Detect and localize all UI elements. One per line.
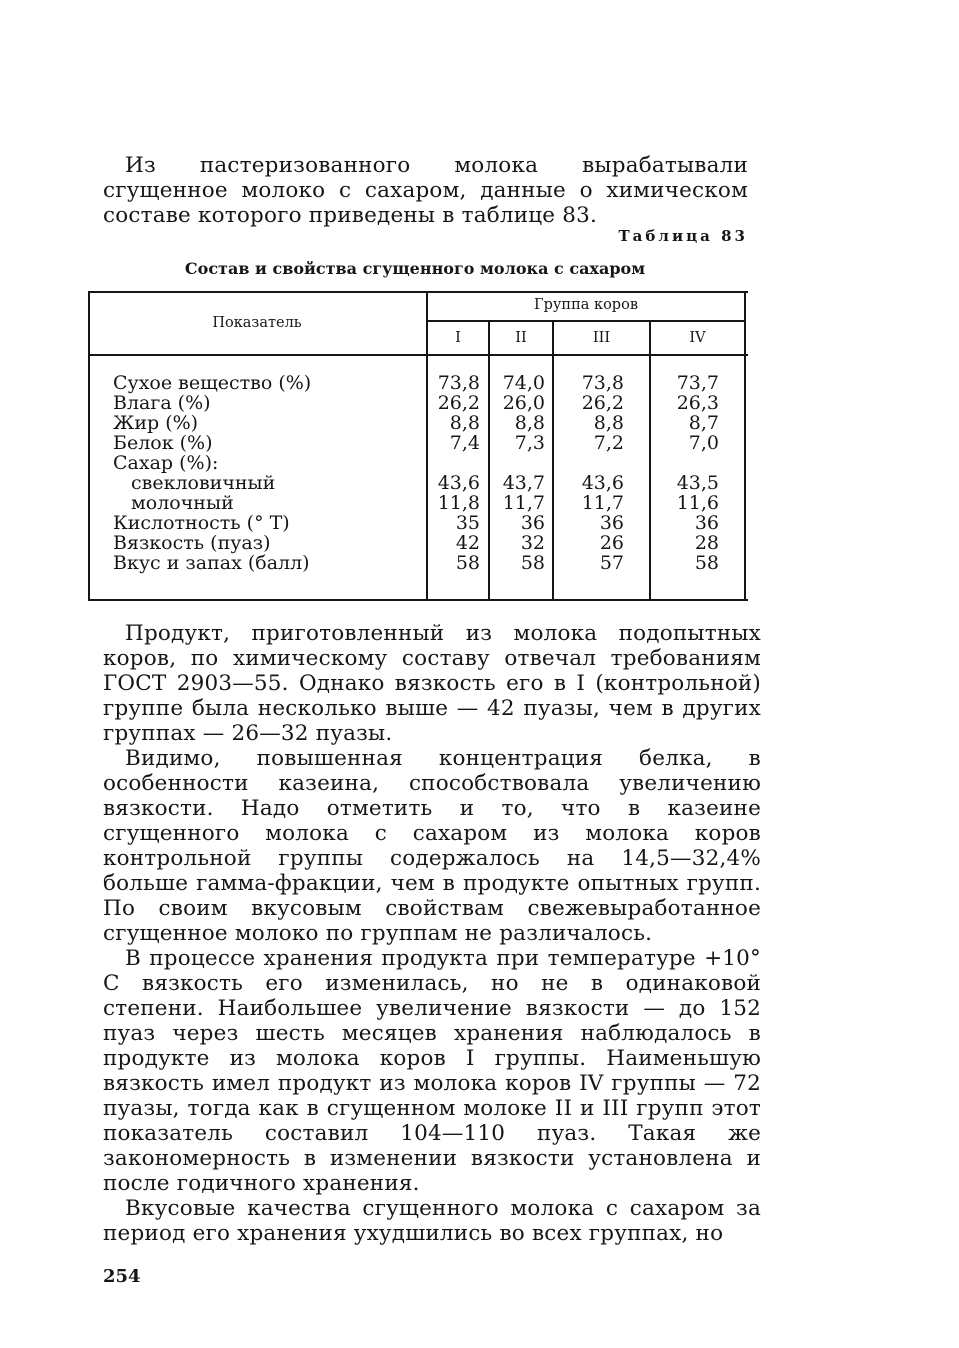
table-cell: 7,2 (593, 432, 624, 454)
table-cell: 36 (694, 512, 719, 534)
table-cell (651, 453, 719, 473)
row-label: Белок (%) (113, 432, 213, 454)
page-number: 254 (103, 1266, 141, 1287)
table-cell: 26,3 (676, 392, 719, 414)
table-cell: 32 (520, 532, 545, 554)
table-cell: 7,0 (688, 432, 719, 454)
table-cell: 36 (599, 512, 624, 534)
table-cell: 8,8 (449, 412, 480, 434)
table-cell: 35 (455, 512, 480, 534)
body-paragraph: В процессе хранения продукта при температуре +10° С вязкость его изменилась, но не в одинаковой степени. Наибольшее увеличение вязкости — до 152 пуаз через шесть месяцев хранения наблюдалось в продукте из молока коров I группы. Наименьшую вязкость имел продукт из молока коров IV группы — 72 пуазы, тогда как в сгущенном молоке II и III групп этот показатель составил 104—110 пуаз. Такая же закономерность в изменении вязкости установлена и после годичного хранения. (103, 946, 761, 1196)
composition-table (88, 291, 748, 603)
body-paragraph: Видимо, повышенная концентрация белка, в особенности казеина, способствовала увеличению вязкости. Надо отметить и то, что в казеине сгущенного молока с сахаром из молока коров контрольной группы содержалось на 14,5—32,4% больше гамма-фракции, чем в продукте опытных групп. По своим вкусовым свойствам свежевыработанное сгущенное молоко по группам не различалось. (103, 746, 761, 946)
table-cell: 26,0 (502, 392, 545, 414)
values-group-3 (554, 373, 624, 573)
table-cell: 57 (599, 552, 624, 574)
col-header-3: III (592, 330, 611, 346)
table-title: Состав и свойства сгущенного молока с сахаром (184, 259, 646, 278)
table-cell: 11,8 (437, 492, 480, 514)
row-label: молочный (131, 492, 234, 514)
row-label: Жир (%) (113, 412, 199, 434)
table-top-rule (88, 291, 748, 293)
table-cell: 8,8 (514, 412, 545, 434)
col-header-4: IV (689, 330, 706, 346)
table-cell: 11,7 (581, 492, 624, 514)
values-group-4 (651, 373, 719, 573)
values-group-2 (490, 373, 545, 573)
table-cell: 43,6 (581, 472, 624, 494)
intro-paragraph: Из пастеризованного молока вырабатывали сгущенное молоко с сахаром, данные о химическом составе которого приведены в таблице 83. (103, 153, 748, 228)
table-right-rule (744, 291, 746, 601)
body-paragraph: Продукт, приготовленный из молока подопытных коров, по химическому составу отвечал требованиям ГОСТ 2903—55. Однако вязкость его в I (контрольной) группе была несколько выше — 42 пуазы, чем в других группах — 26—32 пуазы. (103, 621, 761, 746)
table-cell (490, 453, 545, 473)
table-cell: 73,8 (437, 372, 480, 394)
table-cell: 8,7 (688, 412, 719, 434)
table-cell: 26,2 (581, 392, 624, 414)
row-label: Вязкость (пуаз) (113, 532, 271, 554)
values-group-1 (428, 373, 480, 573)
table-cell: 7,3 (514, 432, 545, 454)
table-cell: 42 (455, 532, 480, 554)
table-cell: 73,8 (581, 372, 624, 394)
table-cell: 7,4 (449, 432, 480, 454)
table-cell (554, 453, 624, 473)
table-cell: 58 (694, 552, 719, 574)
table-cell: 43,7 (502, 472, 545, 494)
table-cell: 26,2 (437, 392, 480, 414)
row-label: свекловичный (131, 472, 276, 494)
table-cell: 28 (694, 532, 719, 554)
table-cell: 8,8 (593, 412, 624, 434)
row-label: Влага (%) (113, 392, 211, 414)
col-header-1: I (455, 330, 461, 346)
table-cell: 11,7 (502, 492, 545, 514)
table-cell: 58 (455, 552, 480, 574)
table-cell: 43,5 (676, 472, 719, 494)
table-number: Таблица 83 (618, 227, 748, 245)
row-header: Показатель (212, 315, 302, 331)
row-label: Вкус и запах (балл) (113, 552, 310, 574)
group-header: Группа коров (534, 297, 638, 313)
row-label: Кислотность (° Т) (113, 512, 290, 534)
table-cell (428, 453, 480, 473)
table-cell: 11,6 (676, 492, 719, 514)
table-cell: 36 (520, 512, 545, 534)
table-cell: 74,0 (502, 372, 545, 394)
table-cell: 26 (599, 532, 624, 554)
row-label: Сухое вещество (%) (113, 372, 312, 394)
row-label: Сахар (%): (113, 452, 219, 474)
body-paragraph: Вкусовые качества сгущенного молока с сахаром за период его хранения ухудшились во всех группах, но (103, 1196, 761, 1246)
group-header-rule (426, 320, 744, 322)
table-left-rule (88, 291, 90, 601)
table-cell: 73,7 (676, 372, 719, 394)
col-header-2: II (515, 330, 527, 346)
table-cell: 43,6 (437, 472, 480, 494)
table-cell: 58 (520, 552, 545, 574)
row-labels (113, 373, 423, 573)
